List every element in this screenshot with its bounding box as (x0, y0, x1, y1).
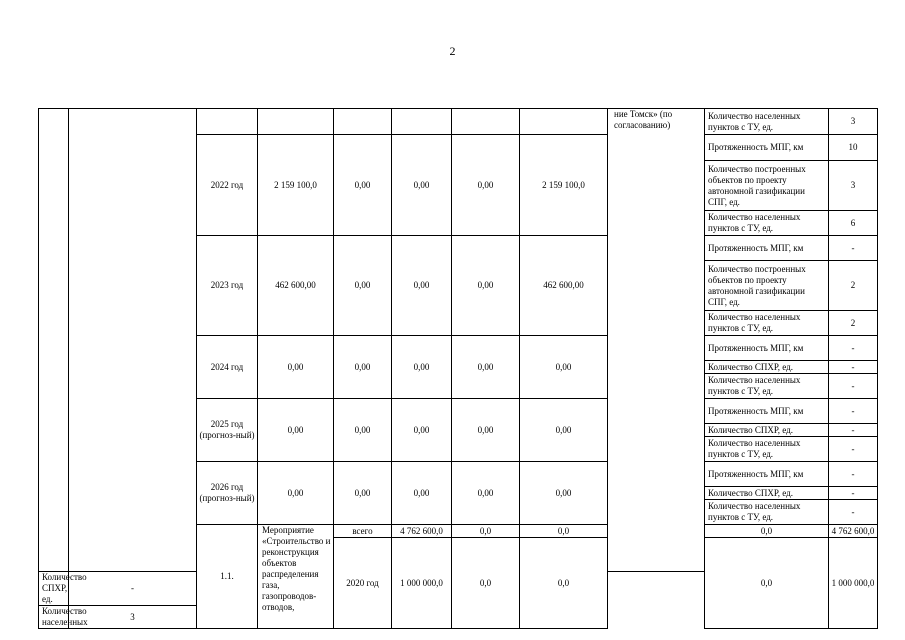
municipal-cell: 0,0 (705, 525, 829, 538)
indicator-label: Количество СПХР, ед. (705, 487, 829, 500)
indicator-value: - (829, 487, 878, 500)
indicator-label: Количество СПХР, ед. (705, 361, 829, 374)
extrabudget-cell: 1 000 000,0 (829, 538, 878, 629)
federal-cell: 0,00 (334, 135, 392, 236)
extrabudget-cell: 0,00 (520, 336, 608, 399)
regional-cell: 0,0 (520, 538, 608, 629)
federal-cell: 0,0 (452, 538, 520, 629)
regional-cell: 0,00 (392, 462, 452, 525)
municipal-cell: 0,00 (452, 399, 520, 462)
extrabudget-cell (520, 109, 608, 135)
indicator-label: Количество построенных объектов по проекту автономной газификации СПГ, ед. (705, 161, 829, 211)
indicator-label: Количество населенных (39, 606, 69, 629)
total-cell (258, 109, 334, 135)
program-table (38, 108, 878, 629)
municipal-cell: 0,00 (452, 462, 520, 525)
regional-cell (392, 109, 452, 135)
measure-number: 1.1. (197, 525, 258, 629)
municipal-cell: 0,0 (705, 538, 829, 629)
extrabudget-cell: 0,00 (520, 462, 608, 525)
municipal-cell: 0,00 (452, 236, 520, 336)
indicator-label: Количество населенных пунктов с ТУ, ед. (705, 437, 829, 462)
indicator-value: - (829, 399, 878, 424)
extrabudget-cell: 4 762 600,0 (829, 525, 878, 538)
indicator-label: Количество СПХР, ед. (705, 424, 829, 437)
indicator-value: 2 (829, 311, 878, 336)
indicator-value: - (829, 374, 878, 399)
indicator-value: 3 (69, 606, 197, 629)
federal-cell: 0,00 (334, 462, 392, 525)
name-cell-empty (69, 109, 197, 572)
indicator-label: Количество населенных пунктов с ТУ, ед. (705, 211, 829, 236)
federal-cell: 0,00 (334, 236, 392, 336)
indicator-label: Количество населенных пунктов с ТУ, ед. (705, 311, 829, 336)
municipal-cell: 0,00 (452, 336, 520, 399)
total-cell: 1 000 000,0 (392, 538, 452, 629)
indicator-label: Протяженность МПГ, км (705, 135, 829, 161)
total-cell: 0,00 (258, 399, 334, 462)
year-cell: 2022 год (197, 135, 258, 236)
indicator-label: Протяженность МПГ, км (705, 336, 829, 361)
year-cell: 2026 год (прогноз-ный) (197, 462, 258, 525)
indicator-value: - (829, 462, 878, 487)
federal-cell: 0,00 (334, 336, 392, 399)
indicator-label: Протяженность МПГ, км (705, 462, 829, 487)
indicator-label: Количество населенных пунктов с ТУ, ед. (705, 109, 829, 135)
total-cell: 0,00 (258, 336, 334, 399)
indicator-value: 10 (829, 135, 878, 161)
number-cell-empty (39, 109, 69, 572)
year-cell: 2020 год (334, 538, 392, 629)
federal-cell (334, 109, 392, 135)
indicator-value: - (829, 500, 878, 525)
indicator-label: Количество населенных пунктов с ТУ, ед. (705, 374, 829, 399)
indicator-value: - (829, 437, 878, 462)
measure-name: Мероприятие «Строительство и реконструкция объектов распределения газа, газопроводов-отводов, (258, 525, 334, 629)
extrabudget-cell: 462 600,00 (520, 236, 608, 336)
executor-cell: ние Томск» (по согласованию) (608, 109, 705, 572)
indicator-value: 6 (829, 211, 878, 236)
indicator-value: 3 (829, 161, 878, 211)
indicator-value: - (829, 361, 878, 374)
indicator-label: Количество населенных пунктов с ТУ, ед. (705, 500, 829, 525)
year-cell: 2023 год (197, 236, 258, 336)
indicator-label: Количество построенных объектов по проекту автономной газификации СПГ, ед. (705, 261, 829, 311)
regional-cell: 0,0 (520, 525, 608, 538)
indicator-label: Протяженность МПГ, км (705, 399, 829, 424)
indicator-value: 3 (829, 109, 878, 135)
page-number: 2 (449, 44, 456, 58)
indicator-value: - (69, 572, 197, 606)
total-cell: 4 762 600,0 (392, 525, 452, 538)
year-cell (197, 109, 258, 135)
year-cell: всего (334, 525, 392, 538)
indicator-label: Количество СПХР, ед. (39, 572, 69, 606)
total-cell: 0,00 (258, 462, 334, 525)
year-cell: 2024 год (197, 336, 258, 399)
indicator-label: Протяженность МПГ, км (705, 236, 829, 261)
federal-cell: 0,0 (452, 525, 520, 538)
total-cell: 462 600,00 (258, 236, 334, 336)
indicator-value: - (829, 336, 878, 361)
indicator-value: 2 (829, 261, 878, 311)
municipal-cell: 0,00 (452, 135, 520, 236)
extrabudget-cell: 0,00 (520, 399, 608, 462)
regional-cell: 0,00 (392, 336, 452, 399)
municipal-cell (452, 109, 520, 135)
regional-cell: 0,00 (392, 135, 452, 236)
indicator-value: - (829, 424, 878, 437)
year-cell: 2025 год (прогноз-ный) (197, 399, 258, 462)
extrabudget-cell: 2 159 100,0 (520, 135, 608, 236)
total-cell: 2 159 100,0 (258, 135, 334, 236)
indicator-value: - (829, 236, 878, 261)
federal-cell: 0,00 (334, 399, 392, 462)
regional-cell: 0,00 (392, 399, 452, 462)
regional-cell: 0,00 (392, 236, 452, 336)
